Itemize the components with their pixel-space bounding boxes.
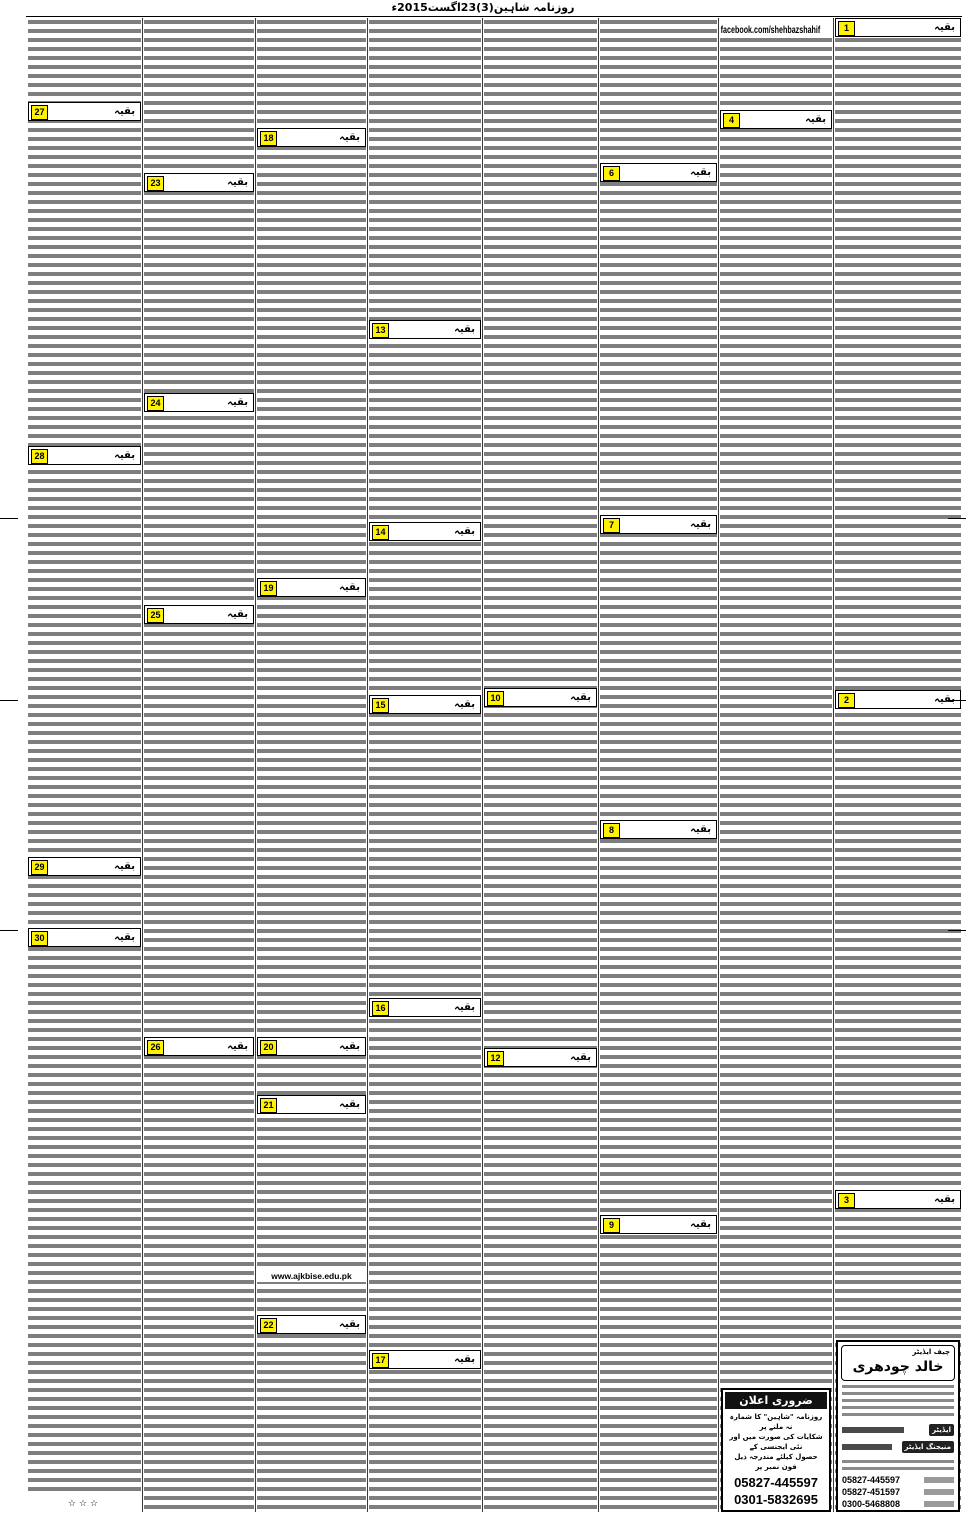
continuation-label: بقیہ xyxy=(227,397,248,408)
continuation-box-23 xyxy=(144,173,254,192)
continuation-number: 16 xyxy=(372,1001,389,1016)
phone-number: 0300-5468808 xyxy=(842,1499,901,1509)
page-folio: روزنامہ شاہین(3)23اگست2015ء xyxy=(391,1,575,14)
continuation-label: بقیہ xyxy=(934,22,955,33)
continuation-box-18 xyxy=(257,128,366,147)
continuation-box-30 xyxy=(28,928,141,947)
notice-advertisement xyxy=(721,1388,831,1512)
continuation-box-9 xyxy=(600,1215,717,1234)
continuation-box-2 xyxy=(835,690,961,709)
continuation-box-3 xyxy=(835,1190,961,1209)
editor-name xyxy=(842,1427,904,1433)
continuation-box-8 xyxy=(600,820,717,839)
managing-editor-row xyxy=(842,1441,954,1453)
continuation-label: بقیہ xyxy=(339,1319,360,1330)
continuation-box-6 xyxy=(600,163,717,182)
column-rule xyxy=(142,18,143,1512)
continuation-number: 26 xyxy=(147,1040,164,1055)
registration-mark xyxy=(0,700,18,701)
continuation-number: 22 xyxy=(260,1318,277,1333)
social-link-strip xyxy=(720,18,832,33)
continuation-label: بقیہ xyxy=(805,114,826,125)
notice-line: حصول کیلئے مندرجہ ذیل فون نمبر پر xyxy=(734,1453,818,1471)
continuation-label: بقیہ xyxy=(690,824,711,835)
registration-mark xyxy=(0,518,18,519)
continuation-number: 7 xyxy=(603,518,620,533)
news-column-2 xyxy=(720,18,832,1512)
continuation-number: 13 xyxy=(372,323,389,338)
continuation-box-24 xyxy=(144,393,254,412)
continuation-label: بقیہ xyxy=(570,692,591,703)
continuation-number: 27 xyxy=(31,105,48,120)
registration-mark xyxy=(0,930,18,931)
continuation-number: 18 xyxy=(260,131,277,146)
continuation-label: بقیہ xyxy=(690,519,711,530)
continuation-number: 1 xyxy=(838,21,855,36)
editor-row xyxy=(842,1424,954,1436)
masthead-box xyxy=(836,1340,960,1512)
continuation-number: 10 xyxy=(487,691,504,706)
continuation-box-19 xyxy=(257,578,366,597)
continuation-number: 8 xyxy=(603,823,620,838)
news-column-8 xyxy=(28,18,141,1512)
continuation-box-13 xyxy=(369,320,481,339)
chief-editor-name: خالد چودھری xyxy=(852,1359,944,1375)
website-address: www.ajkbise.edu.pk xyxy=(257,1270,366,1282)
continuation-number: 19 xyxy=(260,581,277,596)
masthead-address-text xyxy=(842,1383,954,1419)
phone-label xyxy=(924,1489,954,1495)
continuation-box-12 xyxy=(484,1048,597,1067)
phone-label xyxy=(924,1477,954,1483)
continuation-box-26 xyxy=(144,1037,254,1056)
continuation-label: بقیہ xyxy=(454,1002,475,1013)
continuation-label: بقیہ xyxy=(454,324,475,335)
social-link: facebook.com/shehbazshahif xyxy=(720,24,821,33)
continuation-number: 29 xyxy=(31,860,48,875)
column-rule xyxy=(718,18,719,1512)
continuation-number: 24 xyxy=(147,396,164,411)
continuation-box-16 xyxy=(369,998,481,1017)
column-rule xyxy=(833,18,834,1512)
chief-editor-panel xyxy=(841,1345,955,1381)
continuation-label: بقیہ xyxy=(227,609,248,620)
continuation-box-22 xyxy=(257,1315,366,1334)
phone-number: 05827-451597 xyxy=(842,1487,901,1497)
continuation-label: بقیہ xyxy=(114,861,135,872)
continuation-label: بقیہ xyxy=(227,177,248,188)
continuation-label: بقیہ xyxy=(114,932,135,943)
notice-title: ضروری اعلان xyxy=(725,1392,827,1409)
continuation-label: بقیہ xyxy=(690,1219,711,1230)
phone-number: 05827-445597 xyxy=(842,1475,901,1485)
continuation-box-17 xyxy=(369,1350,481,1369)
end-ornament: ☆☆☆ xyxy=(28,1496,141,1512)
continuation-number: 21 xyxy=(260,1098,277,1113)
masthead-phone-row xyxy=(842,1486,954,1498)
news-column-1 xyxy=(835,18,961,1512)
notice-text xyxy=(726,1412,826,1472)
notice-line: روزنامہ "شاہین" کا شمارہ نہ ملنے پر xyxy=(729,1413,823,1431)
continuation-number: 20 xyxy=(260,1040,277,1055)
column-rule xyxy=(367,18,368,1512)
notice-phone: 05827-445597 xyxy=(734,1475,818,1490)
continuation-label: بقیہ xyxy=(934,1194,955,1205)
continuation-number: 30 xyxy=(31,931,48,946)
continuation-label: بقیہ xyxy=(454,1354,475,1365)
continuation-number: 25 xyxy=(147,608,164,623)
continuation-box-15 xyxy=(369,695,481,714)
continuation-label: بقیہ xyxy=(114,106,135,117)
continuation-box-20 xyxy=(257,1037,366,1056)
continuation-box-4 xyxy=(720,110,832,129)
news-column-6 xyxy=(257,18,366,1512)
continuation-number: 23 xyxy=(147,176,164,191)
continuation-box-7 xyxy=(600,515,717,534)
news-column-5 xyxy=(369,18,481,1512)
notice-phone: 0301-5832695 xyxy=(734,1492,818,1507)
continuation-label: بقیہ xyxy=(339,132,360,143)
phone-label xyxy=(924,1501,954,1507)
continuation-number: 12 xyxy=(487,1051,504,1066)
continuation-label: بقیہ xyxy=(934,694,955,705)
column-rule xyxy=(482,18,483,1512)
continuation-label: بقیہ xyxy=(454,699,475,710)
continuation-box-1 xyxy=(835,18,961,37)
column-rule xyxy=(598,18,599,1512)
news-column-4 xyxy=(484,18,597,1512)
header-rule xyxy=(26,16,962,17)
continuation-box-10 xyxy=(484,688,597,707)
continuation-number: 15 xyxy=(372,698,389,713)
continuation-label: بقیہ xyxy=(570,1052,591,1063)
editor-label: ایڈیٹر xyxy=(929,1424,954,1436)
registration-mark xyxy=(948,700,966,701)
continuation-box-25 xyxy=(144,605,254,624)
continuation-label: بقیہ xyxy=(454,526,475,537)
continuation-label: بقیہ xyxy=(114,450,135,461)
masthead-phone-row xyxy=(842,1474,954,1486)
continuation-label: بقیہ xyxy=(690,167,711,178)
continuation-number: 3 xyxy=(838,1193,855,1208)
column-rule xyxy=(255,18,256,1512)
continuation-number: 6 xyxy=(603,166,620,181)
continuation-box-21 xyxy=(257,1095,366,1114)
managing-editor-label: منیجنگ ایڈیٹر xyxy=(902,1441,954,1453)
news-column-7 xyxy=(144,18,254,1512)
continuation-number: 2 xyxy=(838,693,855,708)
continuation-box-27 xyxy=(28,102,141,121)
registration-mark xyxy=(948,930,966,931)
continuation-box-28 xyxy=(28,446,141,465)
continuation-number: 17 xyxy=(372,1353,389,1368)
notice-line: شکایات کی صورت میں اور نئی ایجنسی کے xyxy=(729,1433,823,1451)
continuation-label: بقیہ xyxy=(339,1099,360,1110)
continuation-box-14 xyxy=(369,522,481,541)
continuation-label: بقیہ xyxy=(339,582,360,593)
continuation-number: 9 xyxy=(603,1218,620,1233)
continuation-number: 14 xyxy=(372,525,389,540)
news-column-3 xyxy=(600,18,717,1512)
registration-mark xyxy=(948,518,966,519)
chief-editor-label: چیف ایڈیٹر xyxy=(912,1348,950,1356)
continuation-label: بقیہ xyxy=(227,1041,248,1052)
continuation-number: 28 xyxy=(31,449,48,464)
masthead-small-text xyxy=(842,1458,954,1472)
masthead-phone-row xyxy=(842,1498,954,1510)
continuation-box-29 xyxy=(28,857,141,876)
continuation-number: 4 xyxy=(723,113,740,128)
managing-editor-name xyxy=(842,1444,892,1450)
continuation-label: بقیہ xyxy=(339,1041,360,1052)
